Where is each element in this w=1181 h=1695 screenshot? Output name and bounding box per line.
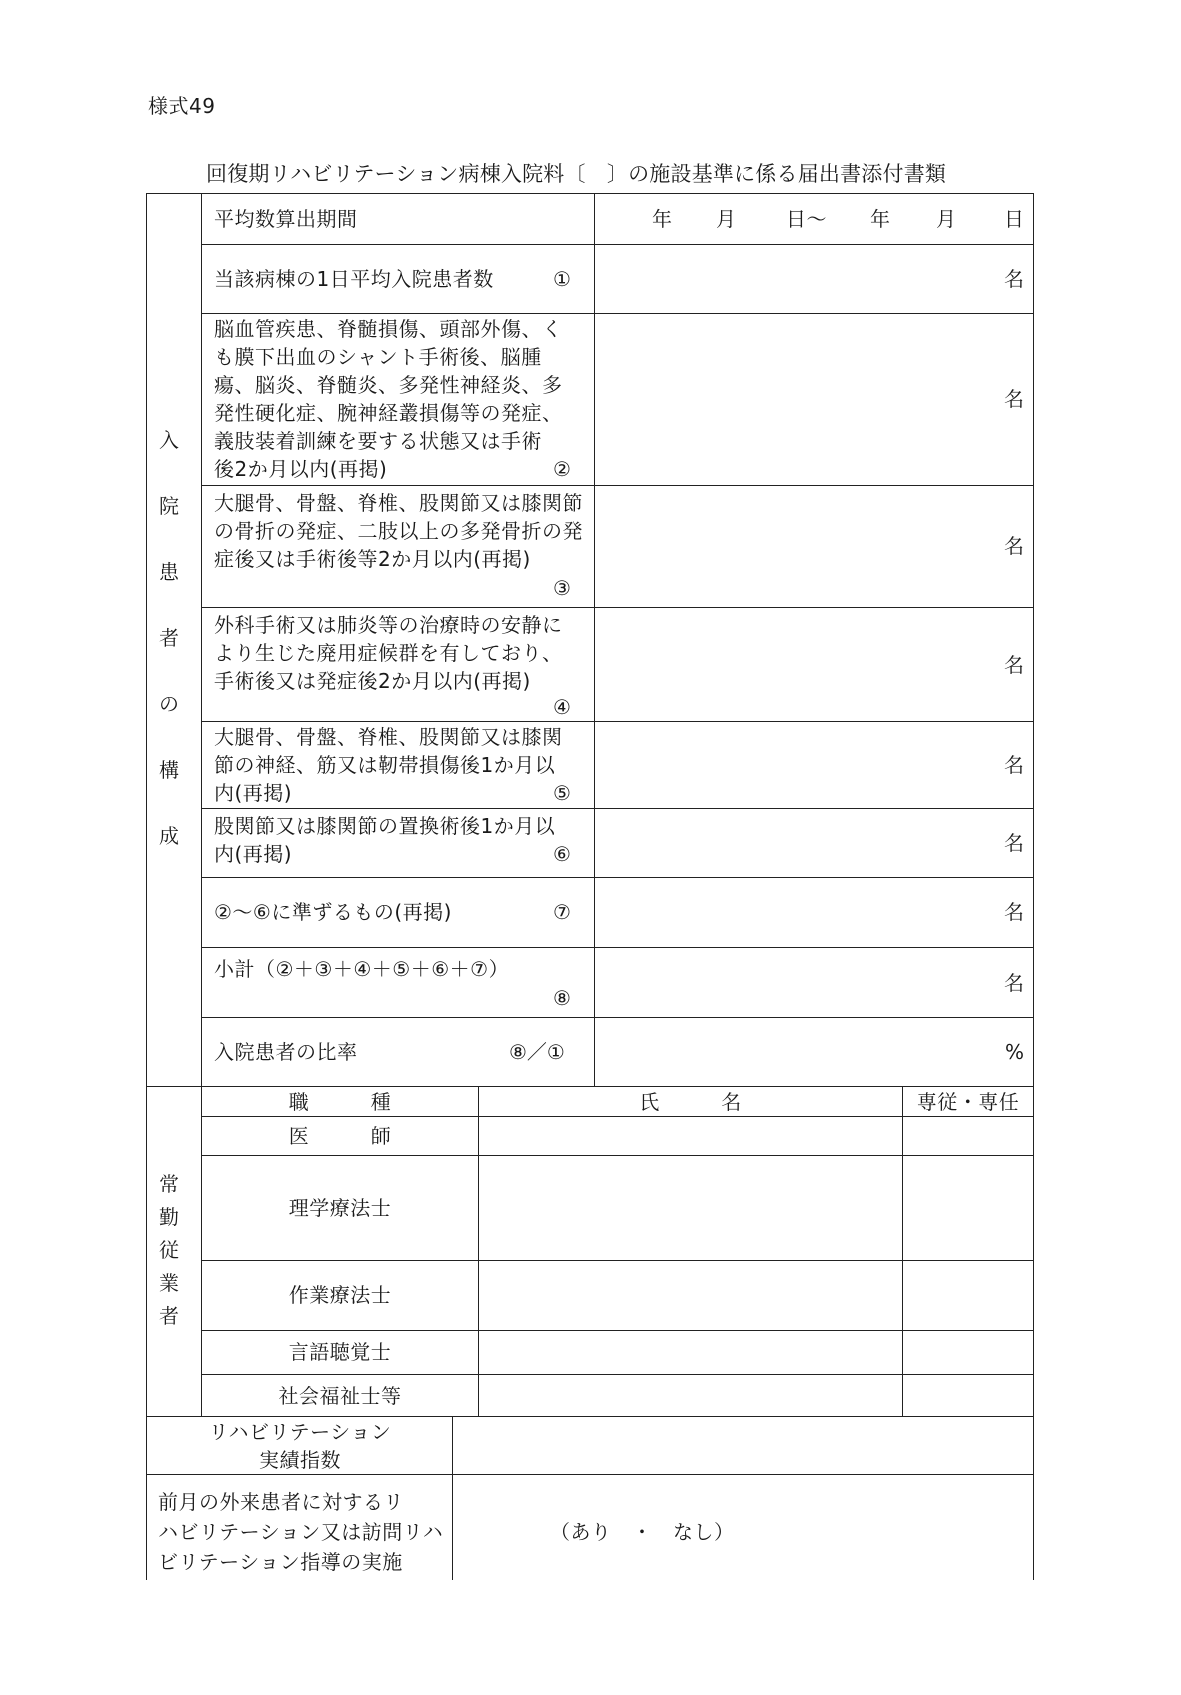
period-month-label: 月 <box>716 207 737 231</box>
doctor-name-field[interactable] <box>480 1118 901 1154</box>
unit-label: 名 <box>1004 831 1024 855</box>
sw-name-field[interactable] <box>480 1376 901 1415</box>
row-label: 小計（②＋③＋④＋⑤＋⑥＋⑦） <box>214 957 510 981</box>
st-name-field[interactable] <box>480 1332 901 1373</box>
sw-status-field[interactable] <box>904 1376 1032 1415</box>
outpatient-label-line3: ビリテーション指導の実施 <box>158 1550 403 1574</box>
ot-status-field[interactable] <box>904 1262 1032 1329</box>
row-label-line: も膜下出血のシャント手術後、脳腫 <box>214 345 542 369</box>
st-status-field[interactable] <box>904 1332 1032 1373</box>
row-marker: ⑤ <box>553 781 571 805</box>
rehab-index-label-line2: 実績指数 <box>259 1448 341 1472</box>
inpatient-row-2 <box>203 315 593 484</box>
doctor-status-field[interactable] <box>904 1118 1032 1154</box>
inpatient-row-8 <box>203 949 593 1016</box>
row-label: ②〜⑥に準ずるもの(再掲) <box>214 900 452 924</box>
inpatient-value-1[interactable] <box>596 246 1024 312</box>
rehab-index-label-line1: リハビリテーション <box>208 1420 392 1444</box>
rehab-index-value-field[interactable] <box>454 1418 1032 1473</box>
unit-label: 名 <box>1004 971 1024 995</box>
header-job: 職 種 <box>288 1090 392 1114</box>
job-occupational-therapist: 作業療法士 <box>288 1283 392 1307</box>
ot-name-field[interactable] <box>480 1262 901 1329</box>
inpatient-value-8[interactable] <box>596 949 1024 1016</box>
row-label-line: より生じた廃用症候群を有しており、 <box>214 641 563 665</box>
period-year-label: 年 <box>652 207 673 231</box>
row-marker: ① <box>553 267 571 291</box>
inpatient-value-2[interactable] <box>596 315 1024 484</box>
pt-status-field[interactable] <box>904 1157 1032 1259</box>
outpatient-label-line1: 前月の外来患者に対するリ <box>158 1490 404 1514</box>
header-status: 専従・専任 <box>916 1090 1020 1114</box>
row-label: 当該病棟の1日平均入院患者数 <box>214 267 494 291</box>
row-label-line: 症後又は手術後等2か月以内(再掲) <box>214 547 531 571</box>
unit-label: 名 <box>1004 387 1024 411</box>
row-label-line: 節の神経、筋又は靭帯損傷後1か月以 <box>214 753 556 777</box>
row-label-line: 脳血管疾患、脊髄損傷、頭部外傷、く <box>214 317 563 341</box>
row-label-line: の骨折の発症、二肢以上の多発骨折の発 <box>214 519 583 543</box>
row-label-line: 義肢装着訓練を要する状態又は手術 <box>214 429 542 453</box>
inpatient-row-1 <box>203 246 593 312</box>
row-marker: ③ <box>553 576 571 600</box>
row-label-line: 内(再掲) <box>214 781 293 805</box>
row-marker: ② <box>553 457 571 481</box>
period-year2-label: 年 <box>870 207 891 231</box>
inpatient-row-4 <box>203 609 593 720</box>
row-marker: ⑦ <box>553 900 571 924</box>
row-label-line: 手術後又は発症後2か月以内(再掲) <box>214 669 531 693</box>
row-marker: ⑧／① <box>509 1040 565 1064</box>
job-doctor: 医 師 <box>288 1124 392 1148</box>
job-physical-therapist: 理学療法士 <box>288 1196 392 1220</box>
inpatient-row-6 <box>203 810 593 876</box>
inpatient-value-3[interactable] <box>596 487 1024 606</box>
row-marker: ⑧ <box>553 986 571 1010</box>
outpatient-label-line2: ハビリテーション又は訪問リハ <box>158 1520 444 1544</box>
unit-label: 名 <box>1004 753 1024 777</box>
row-label-line: 後2か月以内(再掲) <box>214 457 388 481</box>
job-social-worker: 社会福祉士等 <box>278 1384 402 1408</box>
row-label-line: 外科手術又は肺炎等の治療時の安静に <box>214 613 563 637</box>
row-label-line: 股関節又は膝関節の置換術後1か月以 <box>214 814 556 838</box>
period-label: 平均数算出期間 <box>214 207 358 231</box>
inpatient-row-9 <box>203 1019 593 1085</box>
row-label-line: 大腿骨、骨盤、脊椎、股関節又は膝関節 <box>214 491 583 515</box>
pt-name-field[interactable] <box>480 1157 901 1259</box>
staff-side-label: 常 勤 従 業 者 <box>159 1172 179 1328</box>
inpatient-row-7 <box>203 879 593 946</box>
unit-label: 名 <box>1004 900 1024 924</box>
header-name: 氏 名 <box>639 1090 742 1114</box>
unit-label: 名 <box>1004 534 1024 558</box>
row-marker: ⑥ <box>553 842 571 866</box>
job-speech-therapist: 言語聴覚士 <box>288 1340 392 1364</box>
period-day-to-label: 日〜 <box>786 207 827 231</box>
form-number: 様式49 <box>148 94 216 118</box>
inpatient-side-label: 入 院 患 者 の 構 成 <box>159 428 179 848</box>
unit-label: 名 <box>1004 653 1024 677</box>
row-label-line: 内(再掲) <box>214 842 293 866</box>
unit-label: % <box>1004 1040 1024 1064</box>
period-month2-label: 月 <box>936 207 957 231</box>
inpatient-value-6[interactable] <box>596 810 1024 876</box>
inpatient-value-5[interactable] <box>596 723 1024 807</box>
row-marker: ④ <box>553 695 571 719</box>
inpatient-row-5 <box>203 723 593 807</box>
inpatient-value-4[interactable] <box>596 609 1024 720</box>
row-label-line: 発性硬化症、腕神経叢損傷等の発症、 <box>214 401 563 425</box>
row-label-line: 瘍、脳炎、脊髄炎、多発性神経炎、多 <box>214 373 563 397</box>
outpatient-options[interactable]: （あり ・ なし） <box>550 1520 735 1544</box>
row-label-line: 大腿骨、骨盤、脊椎、股関節又は膝関 <box>214 725 563 749</box>
inpatient-row-3 <box>203 487 593 606</box>
period-input[interactable] <box>596 195 1032 243</box>
page-title: 回復期リハビリテーション病棟入院料〔 〕の施設基準に係る届出書添付書類 <box>206 162 947 186</box>
row-label: 入院患者の比率 <box>214 1040 358 1064</box>
inpatient-value-9[interactable] <box>596 1019 1024 1085</box>
inpatient-value-7[interactable] <box>596 879 1024 946</box>
unit-label: 名 <box>1004 267 1024 291</box>
period-day2-label: 日 <box>1004 207 1025 231</box>
